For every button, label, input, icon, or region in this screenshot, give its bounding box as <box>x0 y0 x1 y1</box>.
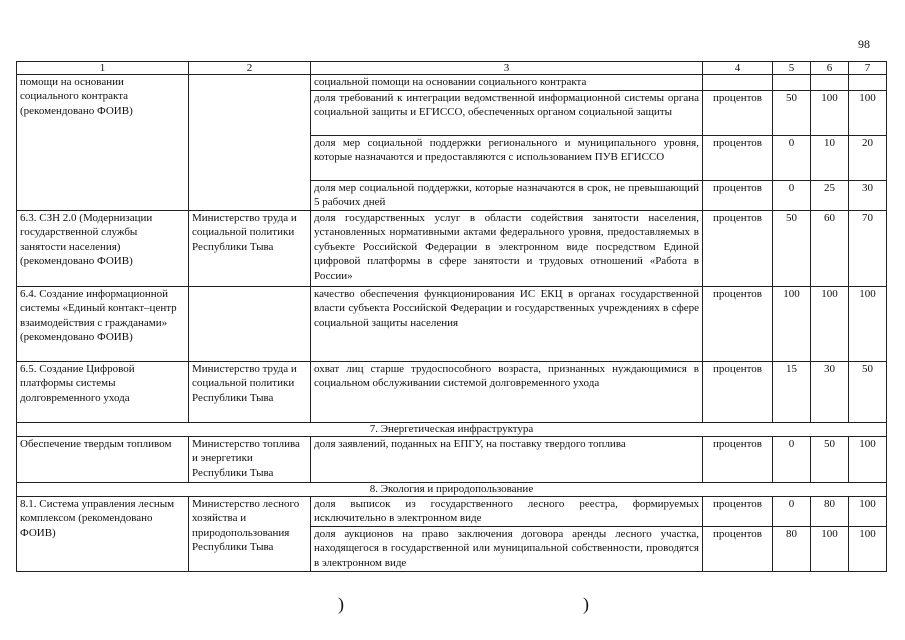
value-cell <box>849 75 887 91</box>
indicator-cell: доля аукционов на право заключения договора аренды лесного участка, находящегося в государственной или муниципальной собственности, проводятся в электронном виде <box>311 527 703 572</box>
value-cell: 15 <box>773 362 811 423</box>
header-cell: 3 <box>311 62 703 75</box>
value-cell: 80 <box>773 527 811 572</box>
table-row <box>17 75 887 91</box>
header-cell: 6 <box>811 62 849 75</box>
indicator-cell: социальной помощи на основании социального контракта <box>311 75 703 91</box>
section-row <box>17 483 887 497</box>
section-row <box>17 423 887 437</box>
header-cell: 2 <box>189 62 311 75</box>
page-number: 98 <box>858 37 870 51</box>
value-cell: 10 <box>811 136 849 181</box>
value-cell: 0 <box>773 136 811 181</box>
unit-cell <box>703 75 773 91</box>
value-cell: 25 <box>811 181 849 211</box>
value-cell: 100 <box>849 497 887 527</box>
value-cell: 50 <box>811 437 849 483</box>
indicators-table <box>16 61 887 572</box>
project-cell: 8.1. Система управления лесным комплексом (рекомендовано ФОИВ) <box>17 497 189 572</box>
agency-cell: Министерство труда и социальной политики Республики Тыва <box>189 211 311 287</box>
stray-mark: ) <box>338 594 344 614</box>
value-cell: 0 <box>773 497 811 527</box>
agency-cell <box>189 287 311 362</box>
value-cell <box>811 75 849 91</box>
value-cell: 100 <box>773 287 811 362</box>
value-cell: 50 <box>773 211 811 287</box>
value-cell: 100 <box>849 287 887 362</box>
value-cell: 100 <box>811 287 849 362</box>
header-cell: 4 <box>703 62 773 75</box>
indicator-cell: охват лиц старше трудоспособного возраста, признанных нуждающимися в социальном обслуживании системой долговременного ухода <box>311 362 703 423</box>
indicator-cell: доля выписок из государственного лесного реестра, формируемых исключительно в электронном виде <box>311 497 703 527</box>
indicator-cell: качество обеспечения функционирования ИС ЕКЦ в органах государственной власти субъекта Российской Федерации и государственных учреждениях в сфере социальной защиты населения <box>311 287 703 362</box>
indicator-cell: доля требований к интеграции ведомственной информационной системы органа социальной защиты и ЕГИССО, обеспеченных органом социальной защиты <box>311 91 703 136</box>
unit-cell: процентов <box>703 181 773 211</box>
table-row <box>17 362 887 423</box>
table-row <box>17 437 887 483</box>
agency-cell <box>189 75 311 211</box>
header-cell: 5 <box>773 62 811 75</box>
section-heading: 7. Энергетическая инфраструктура <box>17 423 887 437</box>
section-heading: 8. Экология и природопользование <box>17 483 887 497</box>
value-cell: 70 <box>849 211 887 287</box>
value-cell: 60 <box>811 211 849 287</box>
value-cell: 100 <box>849 527 887 572</box>
value-cell: 80 <box>811 497 849 527</box>
agency-cell: Министерство топлива и энергетики Республики Тыва <box>189 437 311 483</box>
header-cell: 1 <box>17 62 189 75</box>
value-cell: 0 <box>773 181 811 211</box>
unit-cell: процентов <box>703 527 773 572</box>
agency-cell: Министерство лесного хозяйства и природопользования Республики Тыва <box>189 497 311 572</box>
value-cell: 50 <box>773 91 811 136</box>
agency-cell: Министерство труда и социальной политики Республики Тыва <box>189 362 311 423</box>
value-cell <box>773 75 811 91</box>
indicator-cell: доля заявлений, поданных на ЕПГУ, на поставку твердого топлива <box>311 437 703 483</box>
unit-cell: процентов <box>703 362 773 423</box>
project-cell: помощи на основании социального контракта (рекомендовано ФОИВ) <box>17 75 189 211</box>
unit-cell: процентов <box>703 287 773 362</box>
unit-cell: процентов <box>703 497 773 527</box>
value-cell: 30 <box>811 362 849 423</box>
value-cell: 50 <box>849 362 887 423</box>
table-row <box>17 497 887 527</box>
unit-cell: процентов <box>703 437 773 483</box>
indicator-cell: доля мер социальной поддержки регионального и муниципального уровня, которые назначаются и предоставляются с использованием ПУВ ЕГИССО <box>311 136 703 181</box>
indicator-cell: доля государственных услуг в области содействия занятости населения, установленных нормативными актами федерального уровня, предоставляемых в субъекте Российской Федерации в электронном виде посредством Единой цифровой платформы в сфере занятости и трудовых отношений «Работа в России» <box>311 211 703 287</box>
unit-cell: процентов <box>703 211 773 287</box>
value-cell: 30 <box>849 181 887 211</box>
header-cell: 7 <box>849 62 887 75</box>
value-cell: 0 <box>773 437 811 483</box>
value-cell: 100 <box>811 527 849 572</box>
table-row <box>17 287 887 362</box>
indicator-cell: доля мер социальной поддержки, которые назначаются в срок, не превышающий 5 рабочих дней <box>311 181 703 211</box>
value-cell: 100 <box>811 91 849 136</box>
project-cell: Обеспечение твердым топливом <box>17 437 189 483</box>
table-row <box>17 211 887 287</box>
value-cell: 20 <box>849 136 887 181</box>
value-cell: 100 <box>849 91 887 136</box>
unit-cell: процентов <box>703 91 773 136</box>
project-cell: 6.4. Создание информационной системы «Единый контакт–центр взаимодействия с гражданами» (рекомендовано ФОИВ) <box>17 287 189 362</box>
stray-mark: ) <box>583 594 589 614</box>
header-row <box>17 62 887 75</box>
unit-cell: процентов <box>703 136 773 181</box>
project-cell: 6.5. Создание Цифровой платформы системы долговременного ухода <box>17 362 189 423</box>
project-cell: 6.3. СЗН 2.0 (Модернизации государственной службы занятости населения) (рекомендовано ФОИВ) <box>17 211 189 287</box>
value-cell: 100 <box>849 437 887 483</box>
